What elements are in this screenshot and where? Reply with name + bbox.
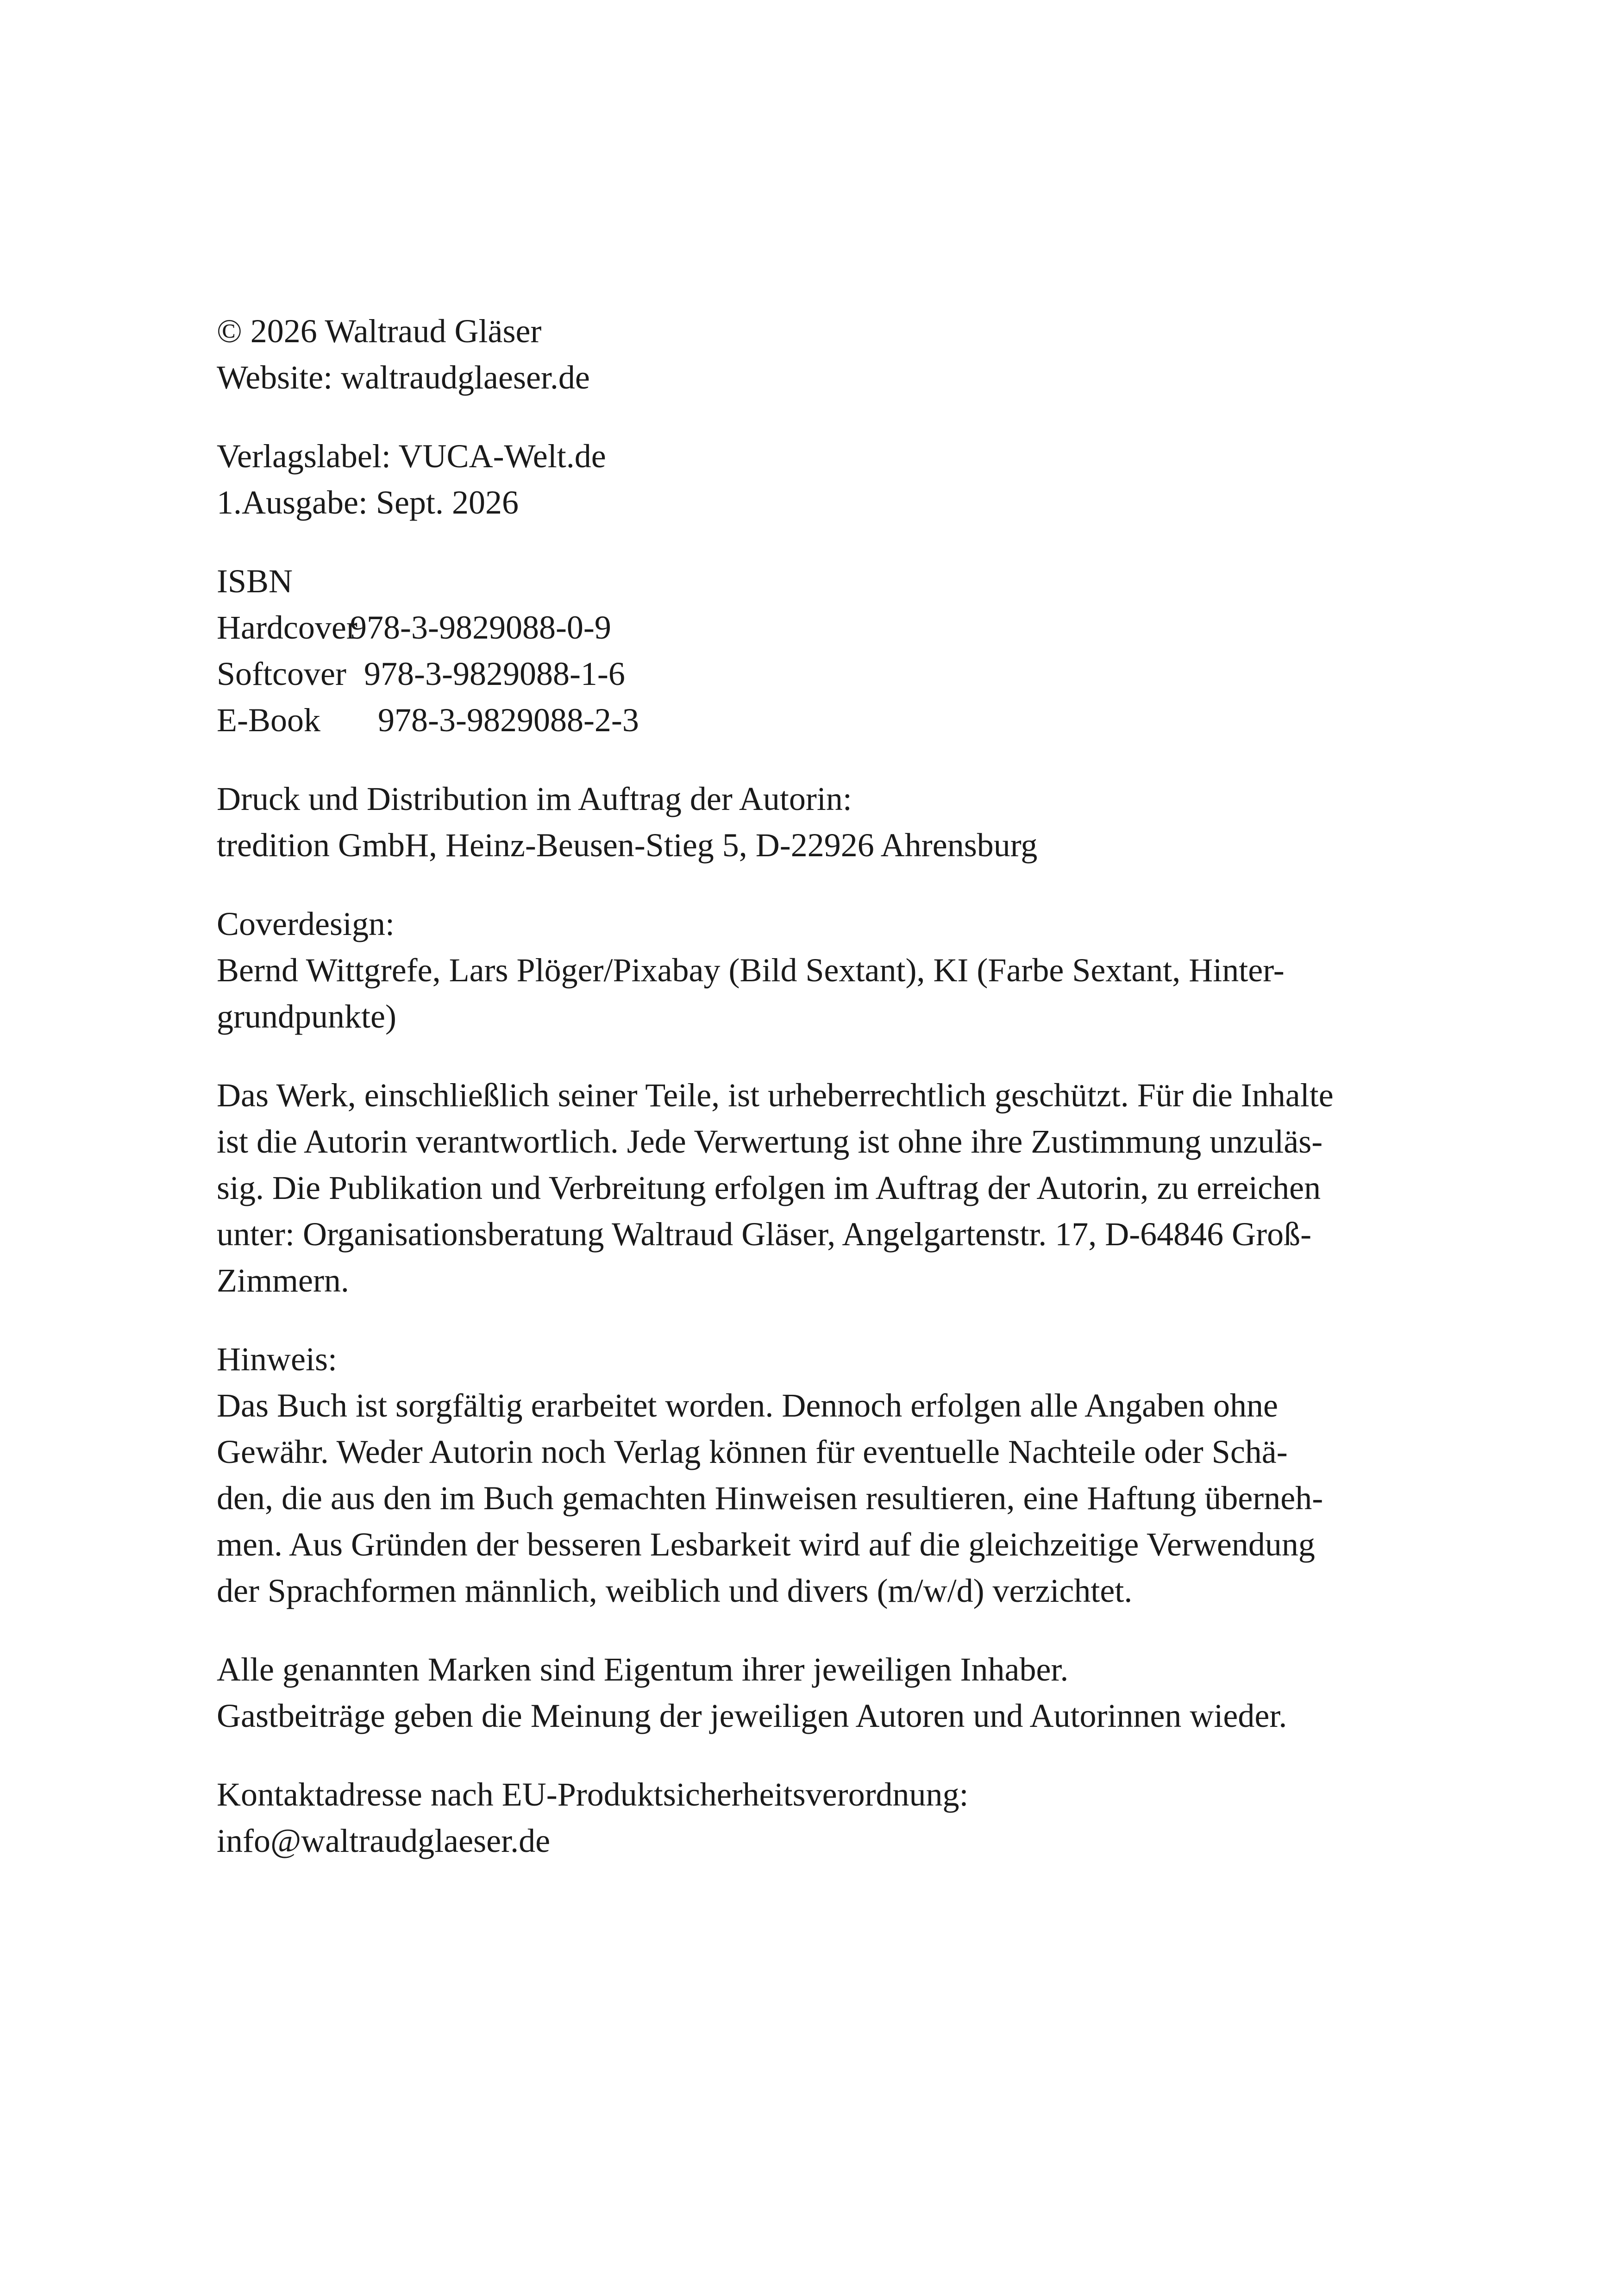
contact-block — [217, 1771, 1411, 1864]
edition-line: 1.Ausgabe: Sept. 2026 — [217, 484, 519, 521]
isbn-heading: ISBN — [217, 563, 293, 600]
contact-email: info@waltraudglaeser.de — [217, 1822, 551, 1859]
rights-line: sig. Die Publikation und Verbreitung erfolgen im Auftrag der Autorin, zu erreichen — [217, 1169, 1321, 1206]
notice-line: men. Aus Gründen der besseren Lesbarkeit wird auf die gleichzeitige Verwendung — [217, 1526, 1315, 1563]
notice-line: Gewähr. Weder Autorin noch Verlag können für eventuelle Nachteile oder Schä- — [217, 1433, 1288, 1470]
copyright-block — [217, 308, 1411, 401]
imprint-content — [217, 308, 1411, 1896]
rights-line: unter: Organisationsberatung Waltraud Gläser, Angelgartenstr. 17, D-64846 Groß- — [217, 1216, 1312, 1253]
isbn-value: 978-3-9829088-1-6 — [364, 655, 625, 692]
cover-credits-line: grundpunkte) — [217, 998, 396, 1035]
guest-contributions-line: Gastbeiträge geben die Meinung der jeweiligen Autoren und Autorinnen wieder. — [217, 1697, 1287, 1734]
contact-heading: Kontaktadresse nach EU-Produktsicherheitsverordnung: — [217, 1776, 969, 1813]
isbn-label: Softcover — [217, 655, 346, 692]
isbn-row-ebook — [217, 697, 1411, 743]
print-block — [217, 776, 1411, 868]
notice-line: den, die aus den im Buch gemachten Hinweisen resultieren, eine Haftung überneh- — [217, 1480, 1323, 1517]
copyright-line: © 2026 Waltraud Gläser — [217, 313, 542, 350]
isbn-row-hardcover — [217, 604, 1411, 651]
rights-line: Zimmern. — [217, 1262, 349, 1299]
trademarks-line: Alle genannten Marken sind Eigentum ihrer jeweiligen Inhaber. — [217, 1651, 1069, 1688]
publisher-label: Verlagslabel: VUCA-Welt.de — [217, 438, 606, 475]
isbn-block — [217, 558, 1411, 743]
cover-credits-line: Bernd Wittgrefe, Lars Plöger/Pixabay (Bild Sextant), KI (Farbe Sextant, Hinter- — [217, 952, 1285, 989]
notice-heading: Hinweis: — [217, 1341, 337, 1378]
website-line: Website: waltraudglaeser.de — [217, 359, 590, 396]
printer-address: tredition GmbH, Heinz-Beusen-Stieg 5, D-22926 Ahrensburg — [217, 827, 1038, 864]
isbn-row-softcover — [217, 651, 1411, 697]
isbn-label: Hardcover — [217, 609, 357, 646]
rights-block — [217, 1072, 1411, 1304]
rights-line: ist die Autorin verantwortlich. Jede Verwertung ist ohne ihre Zustimmung unzuläs- — [217, 1123, 1323, 1160]
publisher-block — [217, 433, 1411, 526]
trademarks-block — [217, 1646, 1411, 1739]
cover-heading: Coverdesign: — [217, 905, 395, 942]
isbn-value: 978-3-9829088-0-9 — [350, 609, 611, 646]
print-line: Druck und Distribution im Auftrag der Autorin: — [217, 780, 852, 817]
rights-line: Das Werk, einschließlich seiner Teile, ist urheberrechtlich geschützt. Für die Inhalte — [217, 1077, 1334, 1114]
cover-block — [217, 901, 1411, 1040]
isbn-label: E-Book — [217, 702, 320, 739]
notice-block — [217, 1336, 1411, 1614]
notice-line: der Sprachformen männlich, weiblich und divers (m/w/d) verzichtet. — [217, 1572, 1133, 1609]
notice-line: Das Buch ist sorgfältig erarbeitet worden. Dennoch erfolgen alle Angaben ohne — [217, 1387, 1278, 1424]
isbn-value: 978-3-9829088-2-3 — [378, 702, 639, 739]
